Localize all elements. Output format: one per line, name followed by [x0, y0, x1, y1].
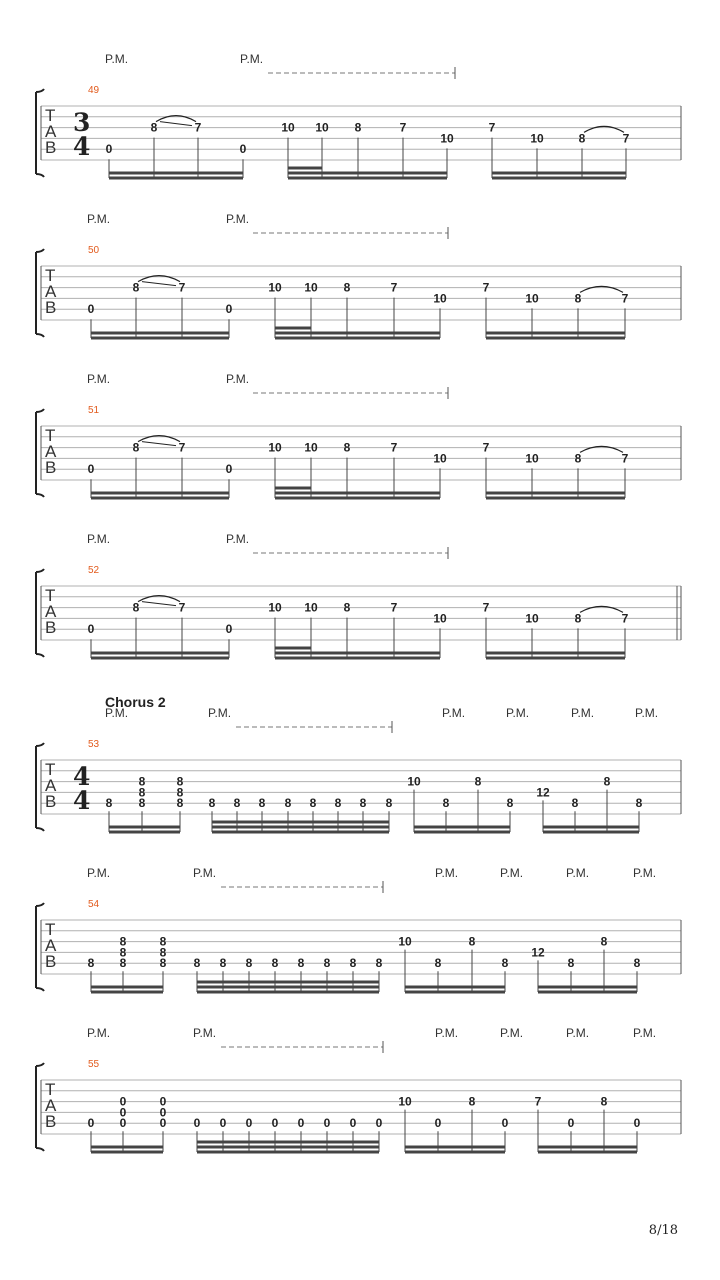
fret-number: 8: [159, 934, 167, 949]
fret-number: 10: [440, 131, 454, 146]
palm-mute-label: P.M.: [87, 532, 111, 546]
fret-number: 10: [281, 120, 295, 135]
fret-number: 10: [433, 611, 447, 626]
fret-number: 10: [268, 280, 282, 295]
measure-number: 51: [88, 405, 100, 416]
fret-number: 10: [304, 440, 318, 455]
fret-number: 8: [603, 774, 611, 789]
time-signature-bottom: 4: [73, 132, 91, 161]
fret-number: 8: [176, 785, 184, 800]
tab-clef-letter: T: [45, 1080, 56, 1099]
slide-line: [142, 282, 176, 286]
tab-clef-letter: T: [45, 760, 56, 779]
fret-number: 10: [525, 611, 539, 626]
fret-number: 10: [304, 600, 318, 615]
fret-number: 0: [119, 1105, 127, 1120]
fret-number: 7: [194, 120, 202, 135]
fret-number: 8: [343, 280, 351, 295]
fret-number: 10: [433, 291, 447, 306]
fret-number: 0: [271, 1116, 279, 1131]
fret-number: 7: [482, 440, 490, 455]
fret-number: 8: [159, 956, 167, 971]
fret-number: 8: [501, 956, 509, 971]
fret-number: 12: [531, 945, 545, 960]
fret-number: 8: [574, 611, 582, 626]
fret-number: 7: [534, 1094, 542, 1109]
fret-number: 8: [159, 945, 167, 960]
fret-number: 8: [506, 796, 514, 811]
measure-number: 50: [88, 245, 100, 256]
fret-number: 0: [87, 302, 95, 317]
fret-number: 0: [501, 1116, 509, 1131]
palm-mute-label: P.M.: [435, 1026, 459, 1040]
fret-number: 8: [375, 956, 383, 971]
fret-number: 7: [390, 440, 398, 455]
fret-number: 7: [482, 600, 490, 615]
system-bracket: [36, 249, 44, 337]
fret-number: 8: [150, 120, 158, 135]
palm-mute-label: P.M.: [500, 866, 524, 880]
palm-mute-label: P.M.: [193, 1026, 217, 1040]
slide-line: [142, 602, 176, 606]
palm-mute-label: P.M.: [105, 52, 129, 66]
measure-number: 52: [88, 565, 100, 576]
fret-number: 8: [132, 280, 140, 295]
fret-number: 0: [297, 1116, 305, 1131]
fret-number: 8: [176, 774, 184, 789]
fret-number: 0: [225, 622, 233, 637]
fret-number: 10: [268, 600, 282, 615]
palm-mute-label: P.M.: [240, 52, 264, 66]
palm-mute-label: P.M.: [208, 706, 232, 720]
fret-number: 0: [119, 1116, 127, 1131]
palm-mute-label: P.M.: [87, 866, 111, 880]
system-bracket: [36, 743, 44, 831]
fret-number: 10: [525, 291, 539, 306]
tab-clef-letter: A: [45, 122, 57, 141]
fret-number: 7: [622, 131, 630, 146]
fret-number: 7: [488, 120, 496, 135]
fret-number: 8: [132, 440, 140, 455]
fret-number: 8: [245, 956, 253, 971]
palm-mute-label: P.M.: [566, 866, 590, 880]
page-number-text: 8/18: [648, 1223, 678, 1238]
fret-number: 8: [574, 451, 582, 466]
fret-number: 8: [354, 120, 362, 135]
fret-number: 8: [600, 934, 608, 949]
palm-mute-label: P.M.: [226, 372, 250, 386]
palm-mute-label: P.M.: [105, 706, 129, 720]
tab-clef-letter: B: [45, 1112, 57, 1131]
palm-mute-label: P.M.: [226, 212, 250, 226]
measure-number: 55: [88, 1059, 100, 1070]
tab-clef-letter: B: [45, 618, 57, 637]
tab-clef-letter: B: [45, 792, 57, 811]
fret-number: 7: [178, 600, 186, 615]
fret-number: 8: [105, 796, 113, 811]
palm-mute-label: P.M.: [506, 706, 530, 720]
palm-mute-label: P.M.: [87, 372, 111, 386]
fret-number: 8: [359, 796, 367, 811]
fret-number: 7: [399, 120, 407, 135]
fret-number: 0: [105, 142, 113, 157]
palm-mute-label: P.M.: [87, 1026, 111, 1040]
palm-mute-label: P.M.: [226, 532, 250, 546]
slide-line: [142, 442, 176, 446]
measure-number: 49: [88, 85, 100, 96]
fret-number: 8: [571, 796, 579, 811]
measure-number: 53: [88, 739, 100, 750]
tab-clef-letter: B: [45, 298, 57, 317]
fret-number: 0: [119, 1094, 127, 1109]
fret-number: 8: [343, 440, 351, 455]
fret-number: 0: [323, 1116, 331, 1131]
fret-number: 8: [567, 956, 575, 971]
fret-number: 8: [309, 796, 317, 811]
fret-number: 8: [176, 796, 184, 811]
fret-number: 8: [635, 796, 643, 811]
fret-number: 10: [304, 280, 318, 295]
slide-line: [160, 122, 192, 126]
fret-number: 0: [633, 1116, 641, 1131]
system-bracket: [36, 569, 44, 657]
palm-mute-label: P.M.: [566, 1026, 590, 1040]
palm-mute-label: P.M.: [633, 1026, 657, 1040]
palm-mute-label: P.M.: [87, 212, 111, 226]
fret-number: 0: [434, 1116, 442, 1131]
tab-clef-letter: T: [45, 106, 56, 125]
fret-number: 8: [138, 796, 146, 811]
fret-number: 8: [119, 945, 127, 960]
fret-number: 10: [530, 131, 544, 146]
fret-number: 8: [193, 956, 201, 971]
fret-number: 0: [87, 1116, 95, 1131]
tab-clef-letter: T: [45, 920, 56, 939]
fret-number: 10: [525, 451, 539, 466]
fret-number: 8: [349, 956, 357, 971]
time-signature-top: 4: [73, 762, 91, 791]
fret-number: 8: [434, 956, 442, 971]
fret-number: 10: [398, 1094, 412, 1109]
fret-number: 8: [87, 956, 95, 971]
fret-number: 8: [138, 785, 146, 800]
fret-number: 0: [349, 1116, 357, 1131]
fret-number: 10: [268, 440, 282, 455]
fret-number: 8: [323, 956, 331, 971]
fret-number: 8: [233, 796, 241, 811]
fret-number: 8: [271, 956, 279, 971]
fret-number: 0: [225, 462, 233, 477]
fret-number: 8: [343, 600, 351, 615]
time-signature-bottom: 4: [73, 786, 91, 815]
fret-number: 7: [482, 280, 490, 295]
section-label: Chorus 2: [105, 694, 166, 710]
palm-mute-label: P.M.: [435, 866, 459, 880]
tab-clef-letter: B: [45, 138, 57, 157]
fret-number: 8: [385, 796, 393, 811]
tab-clef-letter: T: [45, 426, 56, 445]
fret-number: 8: [119, 934, 127, 949]
fret-number: 8: [600, 1094, 608, 1109]
fret-number: 0: [245, 1116, 253, 1131]
fret-number: 8: [284, 796, 292, 811]
fret-number: 12: [536, 785, 550, 800]
fret-number: 0: [159, 1105, 167, 1120]
tab-clef-letter: A: [45, 442, 57, 461]
fret-number: 0: [219, 1116, 227, 1131]
fret-number: 0: [193, 1116, 201, 1131]
tab-clef-letter: A: [45, 936, 57, 955]
fret-number: 8: [578, 131, 586, 146]
fret-number: 0: [567, 1116, 575, 1131]
fret-number: 7: [178, 280, 186, 295]
palm-mute-label: P.M.: [442, 706, 466, 720]
fret-number: 8: [468, 1094, 476, 1109]
palm-mute-label: P.M.: [500, 1026, 524, 1040]
palm-mute-label: P.M.: [635, 706, 659, 720]
fret-number: 8: [219, 956, 227, 971]
fret-number: 7: [390, 600, 398, 615]
system-bracket: [36, 903, 44, 991]
fret-number: 0: [87, 462, 95, 477]
time-signature-top: 3: [73, 108, 91, 137]
fret-number: 8: [334, 796, 342, 811]
fret-number: 0: [159, 1094, 167, 1109]
fret-number: 0: [239, 142, 247, 157]
tab-clef-letter: B: [45, 458, 57, 477]
fret-number: 8: [138, 774, 146, 789]
palm-mute-label: P.M.: [633, 866, 657, 880]
fret-number: 10: [398, 934, 412, 949]
tab-clef-letter: A: [45, 282, 57, 301]
fret-number: 8: [297, 956, 305, 971]
fret-number: 8: [474, 774, 482, 789]
fret-number: 0: [159, 1116, 167, 1131]
tab-clef-letter: T: [45, 586, 56, 605]
fret-number: 0: [225, 302, 233, 317]
fret-number: 10: [315, 120, 329, 135]
fret-number: 8: [258, 796, 266, 811]
fret-number: 7: [178, 440, 186, 455]
tab-clef-letter: T: [45, 266, 56, 285]
measure-number: 54: [88, 899, 100, 910]
tab-clef-letter: A: [45, 1096, 57, 1115]
fret-number: 8: [132, 600, 140, 615]
fret-number: 0: [375, 1116, 383, 1131]
palm-mute-label: P.M.: [193, 866, 217, 880]
fret-number: 7: [390, 280, 398, 295]
fret-number: 7: [621, 451, 629, 466]
palm-mute-label: P.M.: [571, 706, 595, 720]
fret-number: 0: [87, 622, 95, 637]
fret-number: 8: [442, 796, 450, 811]
fret-number: 8: [633, 956, 641, 971]
system-bracket: [36, 89, 44, 177]
fret-number: 7: [621, 611, 629, 626]
fret-number: 8: [208, 796, 216, 811]
system-bracket: [36, 409, 44, 497]
fret-number: 7: [621, 291, 629, 306]
fret-number: 10: [433, 451, 447, 466]
fret-number: 8: [574, 291, 582, 306]
fret-number: 8: [468, 934, 476, 949]
fret-number: 8: [119, 956, 127, 971]
tab-clef-letter: A: [45, 602, 57, 621]
tab-clef-letter: B: [45, 952, 57, 971]
system-bracket: [36, 1063, 44, 1151]
tab-clef-letter: A: [45, 776, 57, 795]
fret-number: 10: [407, 774, 421, 789]
